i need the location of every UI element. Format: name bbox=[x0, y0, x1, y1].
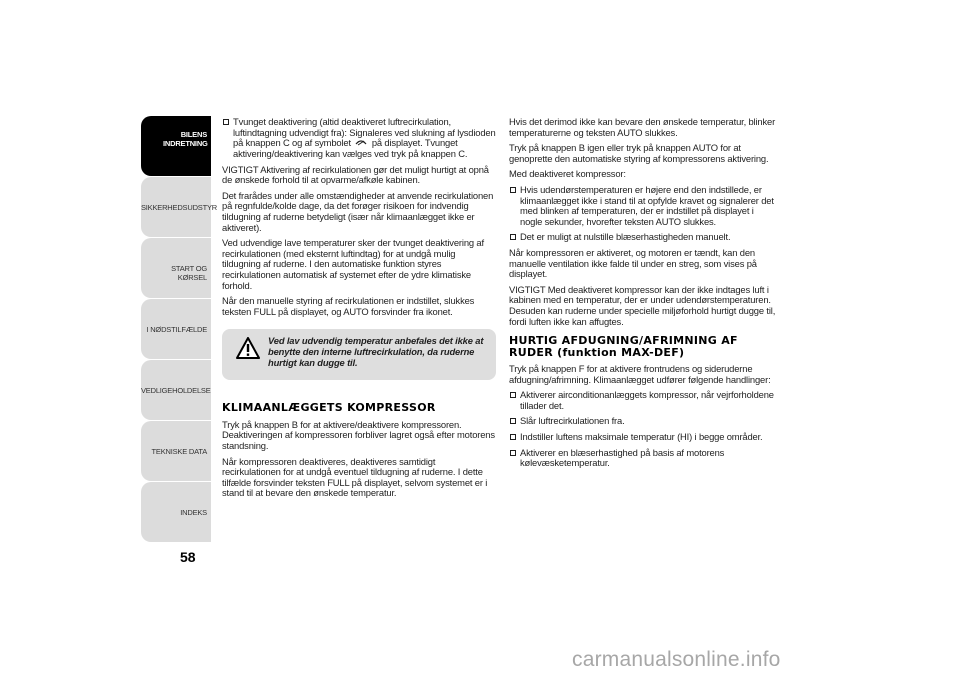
paragraph: Tryk på knappen F for at aktivere frontrudens og sideruderne afdugning/afrimning. Klimaanlægget udfører følgende handlinger: bbox=[509, 363, 771, 385]
bullet-text: Tvunget deaktivering (altid deaktiveret luftrecirkulation, luftindtagning udvendigt fra): Signaleres ved slukning af lysdioden på knappen C og af symbolet bbox=[233, 116, 496, 149]
paragraph: Hvis det derimod ikke kan bevare den ønskede temperatur, blinker temperaturerne og teksten AUTO slukkes. bbox=[509, 116, 776, 138]
tab-label: BILENS INDRETNING bbox=[163, 130, 208, 148]
watermark: carmanualsonline.info bbox=[572, 648, 781, 671]
bullet-forced-deactivation bbox=[222, 117, 496, 160]
section-heading: HURTIG AFDUGNING/AFRIMNING AF RUDER (funktion MAX-DEF) bbox=[509, 334, 738, 359]
warning-box bbox=[222, 329, 496, 380]
bullet-item: Indstiller luftens maksimale temperatur (HI) i begge områder. bbox=[509, 432, 777, 443]
tab-indeks[interactable] bbox=[141, 482, 211, 542]
paragraph: Tryk på knappen B igen eller tryk på knappen AUTO for at genoprette den automatiske styring af kompressorens aktivering. bbox=[509, 142, 769, 164]
paragraph: Ved udvendige lave temperaturer sker der tvunget deaktivering af recirkulationen (med eksternt luftindtag) for at undgå mulig tildugning af ruderne. I den automatiske funktion styres recirkulationen automatisk af systemet efter de ydre klimatiske forhold. bbox=[222, 237, 484, 291]
tab-label: START OG KØRSEL bbox=[171, 264, 207, 282]
tab-i-nodstilfaelde[interactable] bbox=[141, 299, 211, 359]
paragraph: Det frarådes under alle omstændigheder at anvende recirkulationen på regnfulde/kolde dage, da det forøger risikoen for indvendig tildugning af ruderne betydeligt (især når klimaanlægget ikke er aktiveret). bbox=[222, 189, 494, 233]
tab-label: INDEKS bbox=[180, 508, 207, 517]
bullet-item: Aktiverer airconditionanlæggets kompressor, når vejrforholdene tillader det. bbox=[509, 390, 777, 411]
tab-label: TEKNISKE DATA bbox=[151, 447, 207, 456]
tab-bilens-indretning[interactable] bbox=[141, 116, 211, 176]
tab-vedligeholdelse[interactable] bbox=[141, 360, 211, 420]
tab-label: SIKKERHEDSUDSTYR bbox=[141, 203, 217, 212]
paragraph: Når kompressoren er aktiveret, og motoren er tændt, kan den manuelle ventilation ikke falde til under en streg, som vises på displayet. bbox=[509, 246, 757, 280]
bullet-item: Hvis udendørstemperaturen er højere end den indstillede, er klimaanlægget ikke i stand til at opfylde kravet og signalerer det med blinken af temperaturen, der er indstillet på displayet i nogle sekunder, hvorefter teksten AUTO slukkes. bbox=[509, 185, 777, 227]
column-left bbox=[222, 117, 496, 504]
tab-tekniske-data[interactable] bbox=[141, 421, 211, 481]
section-heading: KLIMAANLÆGGETS KOMPRESSOR bbox=[222, 401, 436, 415]
paragraph: Når den manuelle styring af recirkulationen er indstillet, slukkes teksten FULL på displayet, og AUTO forsvinder fra ikonet. bbox=[222, 295, 475, 317]
warning-triangle-icon bbox=[236, 337, 260, 362]
paragraph: Tryk på knappen B for at aktivere/deaktivere kompressoren. Deaktiveringen af kompressoren forbliver lagret også efter motorens standsning. bbox=[222, 418, 495, 451]
tab-sikkerhedsudstyr[interactable] bbox=[141, 177, 217, 237]
page-number: 58 bbox=[180, 549, 196, 565]
tab-start-og-korsel[interactable] bbox=[141, 238, 211, 298]
paragraph: Når kompressoren deaktiveres, deaktiveres samtidigt recirkulationen for at undgå eventuel tildugning af ruderne. I dette tilfælde forsvinder teksten FULL på displayet, selvom systemet er i stand til at bevare den ønskede temperatur. bbox=[222, 455, 488, 499]
column-right bbox=[509, 117, 777, 474]
bullet-text-cont: på displayet. Tvunget aktivering/deaktivering kan vælges ved tryk på knappen C. bbox=[233, 137, 468, 159]
tab-label: I NØDSTILFÆLDE bbox=[146, 325, 207, 334]
paragraph: VIGTIGT Aktivering af recirkulationen gør det muligt hurtigt at opnå de ønskede forhold til at opvarme/afkøle kabinen. bbox=[222, 163, 489, 186]
bullet-item: Det er muligt at nulstille blæserhastigheden manuelt. bbox=[509, 232, 777, 243]
bullet-item: Aktiverer en blæserhastighed på basis af motorens kølevæsketemperatur. bbox=[509, 448, 777, 469]
paragraph: Med deaktiveret kompressor: bbox=[509, 168, 626, 180]
warning-text: Ved lav udvendig temperatur anbefales det ikke at benytte den interne luftrecirkulation, da ruderne hurtigt kan dugge til. bbox=[268, 335, 484, 368]
bullet-item: Slår luftrecirkulationen fra. bbox=[509, 416, 777, 427]
tab-label: VEDLIGEHOLDELSE bbox=[141, 386, 211, 395]
paragraph: VIGTIGT Med deaktiveret kompressor kan der ikke indtages luft i kabinen med en temperatur, der er under udendørstemperaturen. Desuden kan ruderne under specielle miljøforhold hurtigt dugge til, fordi luften ikke kan affugtes. bbox=[509, 283, 776, 327]
